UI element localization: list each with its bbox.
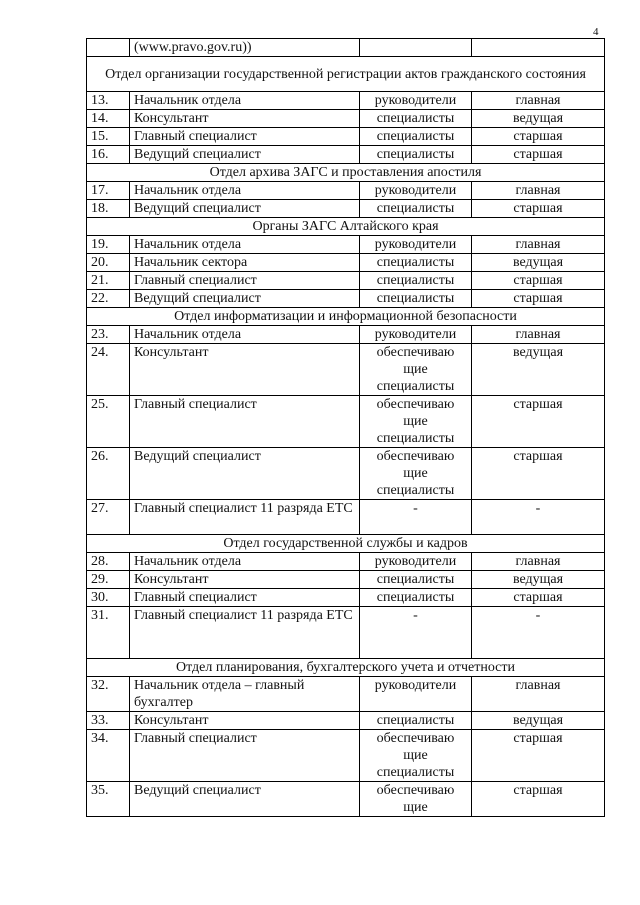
position-group: старшая — [472, 730, 605, 782]
row-number: 34. — [87, 730, 130, 782]
position-category: специалисты — [360, 128, 472, 146]
position-name: Главный специалист — [130, 589, 360, 607]
table-row — [87, 396, 605, 448]
position-category: обеспечиваю щие специалисты — [360, 344, 472, 396]
section-title: Отдел планирования, бухгалтерского учета и отчетности — [87, 659, 605, 677]
table-row — [87, 607, 605, 659]
position-category: руководители — [360, 182, 472, 200]
row-number: 35. — [87, 782, 130, 817]
row-number: 31. — [87, 607, 130, 659]
section-title: Отдел архива ЗАГС и проставления апостиля — [87, 164, 605, 182]
position-category: специалисты — [360, 571, 472, 589]
position-category: руководители — [360, 677, 472, 712]
table-row — [87, 39, 605, 57]
position-name: Начальник отдела — [130, 92, 360, 110]
position-group: главная — [472, 236, 605, 254]
position-group: ведущая — [472, 571, 605, 589]
table-row — [87, 290, 605, 308]
page-number: 4 — [593, 26, 599, 38]
table-row — [87, 589, 605, 607]
row-number — [87, 39, 130, 57]
table-row — [87, 571, 605, 589]
position-name: Ведущий специалист — [130, 448, 360, 500]
row-number: 17. — [87, 182, 130, 200]
position-name: Главный специалист 11 разряда ЕТС — [130, 607, 360, 659]
table-row — [87, 782, 605, 817]
position-name: Ведущий специалист — [130, 782, 360, 817]
position-name: Начальник отдела — [130, 553, 360, 571]
table-row — [87, 712, 605, 730]
position-category: - — [360, 500, 472, 535]
section-title: Отдел организации государственной регистрации актов гражданского состояния — [87, 57, 605, 92]
position-category: специалисты — [360, 110, 472, 128]
position-group: - — [472, 607, 605, 659]
table-row — [87, 448, 605, 500]
table-row — [87, 146, 605, 164]
position-group: ведущая — [472, 344, 605, 396]
row-number: 30. — [87, 589, 130, 607]
position-category: руководители — [360, 326, 472, 344]
section-title: Отдел информатизации и информационной безопасности — [87, 308, 605, 326]
position-name: Ведущий специалист — [130, 200, 360, 218]
position-name: Консультант — [130, 110, 360, 128]
table-row — [87, 200, 605, 218]
table-row — [87, 110, 605, 128]
position-category: обеспечиваю щие — [360, 782, 472, 817]
position-name: Главный специалист 11 разряда ЕТС — [130, 500, 360, 535]
position-group: старшая — [472, 272, 605, 290]
position-group: ведущая — [472, 254, 605, 272]
position-group: старшая — [472, 146, 605, 164]
position-category: специалисты — [360, 712, 472, 730]
row-number: 13. — [87, 92, 130, 110]
row-number: 16. — [87, 146, 130, 164]
position-group: главная — [472, 677, 605, 712]
position-name: Ведущий специалист — [130, 290, 360, 308]
row-number: 14. — [87, 110, 130, 128]
position-group: главная — [472, 92, 605, 110]
table-row — [87, 326, 605, 344]
position-group: главная — [472, 326, 605, 344]
section-header-row — [87, 57, 605, 92]
row-number: 27. — [87, 500, 130, 535]
row-number: 21. — [87, 272, 130, 290]
position-name: Ведущий специалист — [130, 146, 360, 164]
section-header-row — [87, 659, 605, 677]
position-category: специалисты — [360, 290, 472, 308]
row-number: 32. — [87, 677, 130, 712]
position-category: обеспечиваю щие специалисты — [360, 730, 472, 782]
row-number: 18. — [87, 200, 130, 218]
table-row — [87, 182, 605, 200]
row-number: 15. — [87, 128, 130, 146]
position-category: обеспечиваю щие специалисты — [360, 396, 472, 448]
table-row — [87, 677, 605, 712]
staffing-table — [86, 38, 605, 817]
position-name: Главный специалист — [130, 272, 360, 290]
position-name: (www.pravo.gov.ru)) — [130, 39, 360, 57]
position-group: ведущая — [472, 712, 605, 730]
position-name: Главный специалист — [130, 396, 360, 448]
position-name: Консультант — [130, 344, 360, 396]
position-group: старшая — [472, 589, 605, 607]
position-group: старшая — [472, 200, 605, 218]
position-category: обеспечиваю щие специалисты — [360, 448, 472, 500]
row-number: 25. — [87, 396, 130, 448]
table-row — [87, 730, 605, 782]
position-name: Начальник отдела — [130, 182, 360, 200]
row-number: 29. — [87, 571, 130, 589]
table-row — [87, 128, 605, 146]
position-group: старшая — [472, 290, 605, 308]
position-name: Начальник сектора — [130, 254, 360, 272]
position-category: специалисты — [360, 272, 472, 290]
section-header-row — [87, 164, 605, 182]
row-number: 28. — [87, 553, 130, 571]
position-category: - — [360, 607, 472, 659]
section-header-row — [87, 535, 605, 553]
table-row — [87, 344, 605, 396]
position-name: Начальник отдела — [130, 236, 360, 254]
position-category: специалисты — [360, 146, 472, 164]
row-number: 22. — [87, 290, 130, 308]
position-category: руководители — [360, 236, 472, 254]
position-group: старшая — [472, 128, 605, 146]
position-name: Начальник отдела — [130, 326, 360, 344]
table-row — [87, 236, 605, 254]
position-group: главная — [472, 182, 605, 200]
position-category — [360, 39, 472, 57]
section-header-row — [87, 218, 605, 236]
position-name: Начальник отдела – главный бухгалтер — [130, 677, 360, 712]
row-number: 26. — [87, 448, 130, 500]
position-group: ведущая — [472, 110, 605, 128]
row-number: 20. — [87, 254, 130, 272]
position-group: главная — [472, 553, 605, 571]
table-row — [87, 553, 605, 571]
position-category: руководители — [360, 92, 472, 110]
table-row — [87, 500, 605, 535]
position-category: специалисты — [360, 200, 472, 218]
position-category: специалисты — [360, 254, 472, 272]
position-category: специалисты — [360, 589, 472, 607]
section-title: Органы ЗАГС Алтайского края — [87, 218, 605, 236]
row-number: 24. — [87, 344, 130, 396]
position-group — [472, 39, 605, 57]
position-group: старшая — [472, 396, 605, 448]
position-group: старшая — [472, 782, 605, 817]
position-group: - — [472, 500, 605, 535]
table-row — [87, 92, 605, 110]
row-number: 19. — [87, 236, 130, 254]
position-name: Консультант — [130, 712, 360, 730]
position-name: Главный специалист — [130, 128, 360, 146]
position-name: Главный специалист — [130, 730, 360, 782]
position-group: старшая — [472, 448, 605, 500]
row-number: 33. — [87, 712, 130, 730]
section-header-row — [87, 308, 605, 326]
position-name: Консультант — [130, 571, 360, 589]
position-category: руководители — [360, 553, 472, 571]
table-row — [87, 272, 605, 290]
section-title: Отдел государственной службы и кадров — [87, 535, 605, 553]
row-number: 23. — [87, 326, 130, 344]
table-row — [87, 254, 605, 272]
